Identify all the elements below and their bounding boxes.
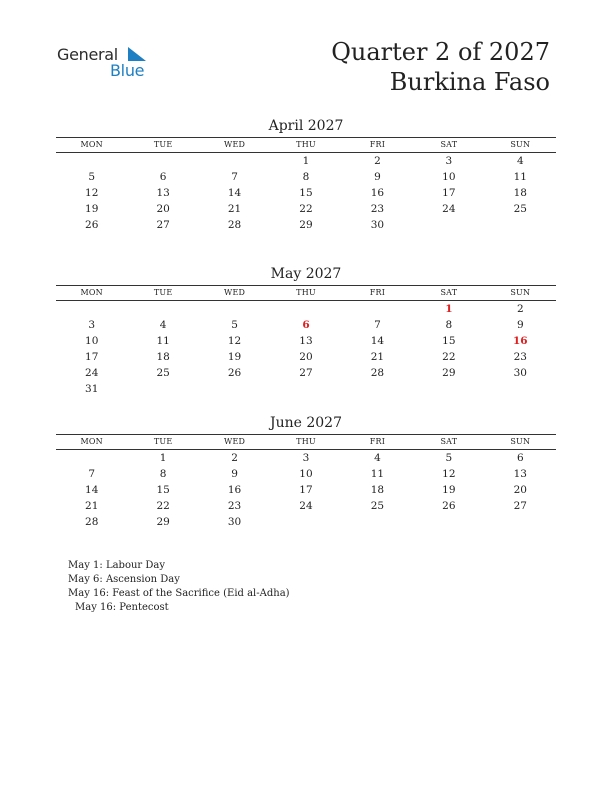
day-cell: 6 xyxy=(159,171,167,183)
weekday-label: THU xyxy=(296,288,316,297)
day-cell: 6 xyxy=(516,452,524,464)
day-cell: 10 xyxy=(299,468,313,480)
day-grid xyxy=(56,301,556,397)
day-cell: 18 xyxy=(156,351,170,363)
empty-day-cell xyxy=(270,301,341,317)
day-cell: 21 xyxy=(227,203,242,215)
empty-day-cell xyxy=(485,514,556,530)
weekday-label: SAT xyxy=(440,140,458,149)
weekday-label: TUE xyxy=(153,140,173,149)
day-cell: 21 xyxy=(370,351,385,363)
day-grid xyxy=(56,153,556,233)
day-cell: 10 xyxy=(85,335,99,347)
empty-day-cell xyxy=(199,153,270,169)
day-cell: 4 xyxy=(374,452,381,464)
month-title: May 2027 xyxy=(270,266,342,282)
empty-day-cell xyxy=(342,381,413,397)
day-cell: 30 xyxy=(370,219,385,231)
day-grid xyxy=(56,450,556,530)
day-cell: 7 xyxy=(88,468,96,480)
day-cell: 23 xyxy=(370,203,385,215)
weekday-label: TUE xyxy=(153,288,173,297)
day-cell: 18 xyxy=(513,187,527,199)
day-cell: 20 xyxy=(299,351,313,363)
weekday-label: FRI xyxy=(369,140,386,149)
weekday-label: THU xyxy=(296,437,316,446)
month-title: June 2027 xyxy=(269,415,342,431)
day-cell: 29 xyxy=(156,516,170,528)
generalblue-logo xyxy=(57,42,157,82)
holiday-day-cell: 1 xyxy=(445,303,453,315)
day-cell: 28 xyxy=(227,219,242,231)
day-cell: 1 xyxy=(159,452,167,464)
holiday-day-cell: 6 xyxy=(302,319,310,331)
empty-day-cell xyxy=(413,217,484,233)
page-title xyxy=(331,37,550,97)
day-cell: 24 xyxy=(85,367,99,379)
day-cell: 15 xyxy=(442,335,456,347)
day-cell: 2 xyxy=(516,303,524,315)
day-cell: 11 xyxy=(370,468,385,480)
empty-day-cell xyxy=(485,217,556,233)
day-cell: 24 xyxy=(442,203,456,215)
empty-day-cell xyxy=(342,301,413,317)
weekday-label: THU xyxy=(296,140,316,149)
weekday-header xyxy=(56,434,556,450)
day-cell: 24 xyxy=(299,500,313,512)
day-cell: 16 xyxy=(370,187,385,199)
empty-day-cell xyxy=(413,514,484,530)
day-cell: 13 xyxy=(513,468,527,480)
day-cell: 5 xyxy=(445,452,453,464)
weekday-label: MON xyxy=(80,437,103,446)
logo-text-blue: Blue xyxy=(110,61,145,80)
day-cell: 10 xyxy=(442,171,456,183)
day-cell: 20 xyxy=(513,484,527,496)
day-cell: 11 xyxy=(156,335,170,347)
day-cell: 25 xyxy=(513,203,527,215)
day-cell: 26 xyxy=(442,500,456,512)
day-cell: 13 xyxy=(156,187,170,199)
day-cell: 13 xyxy=(299,335,313,347)
holiday-day-cell: 16 xyxy=(512,335,528,347)
empty-day-cell xyxy=(199,381,270,397)
weekday-label: MON xyxy=(80,288,103,297)
holiday-notes xyxy=(68,559,290,615)
day-cell: 7 xyxy=(374,319,381,331)
day-cell: 23 xyxy=(513,351,527,363)
day-cell: 15 xyxy=(156,484,170,496)
month-may xyxy=(56,265,556,397)
day-cell: 8 xyxy=(159,468,167,480)
day-cell: 8 xyxy=(445,319,453,331)
day-cell: 4 xyxy=(159,319,167,331)
holiday-note: May 1: Labour Day xyxy=(68,560,165,571)
weekday-label: FRI xyxy=(369,437,386,446)
weekday-label: SUN xyxy=(510,140,531,149)
day-cell: 22 xyxy=(156,500,170,512)
day-cell: 19 xyxy=(442,484,456,496)
day-cell: 19 xyxy=(85,203,99,215)
day-cell: 2 xyxy=(374,155,381,167)
empty-day-cell xyxy=(56,301,127,317)
empty-day-cell xyxy=(413,381,484,397)
day-cell: 2 xyxy=(231,452,238,464)
day-cell: 7 xyxy=(231,171,238,183)
title-country: Burkina Faso xyxy=(389,68,550,96)
day-cell: 25 xyxy=(156,367,170,379)
day-cell: 4 xyxy=(516,155,524,167)
day-cell: 9 xyxy=(374,171,381,183)
day-cell: 12 xyxy=(227,335,242,347)
day-cell: 20 xyxy=(156,203,170,215)
day-cell: 25 xyxy=(370,500,385,512)
day-cell: 14 xyxy=(227,187,242,199)
weekday-label: SUN xyxy=(510,437,531,446)
day-cell: 3 xyxy=(302,452,310,464)
day-cell: 12 xyxy=(442,468,456,480)
day-cell: 3 xyxy=(88,319,96,331)
weekday-label: MON xyxy=(80,140,103,149)
day-cell: 21 xyxy=(85,500,99,512)
holiday-note: May 6: Ascension Day xyxy=(68,574,180,585)
weekday-header xyxy=(56,137,556,153)
day-cell: 28 xyxy=(370,367,385,379)
day-cell: 29 xyxy=(442,367,456,379)
day-cell: 14 xyxy=(370,335,385,347)
day-cell: 30 xyxy=(227,516,242,528)
day-cell: 26 xyxy=(85,219,99,231)
empty-day-cell xyxy=(199,301,270,317)
empty-day-cell xyxy=(270,381,341,397)
weekday-label: WED xyxy=(224,437,246,446)
month-june xyxy=(56,414,556,530)
weekday-label: WED xyxy=(224,140,246,149)
day-cell: 12 xyxy=(85,187,99,199)
empty-day-cell xyxy=(56,153,127,169)
weekday-label: WED xyxy=(224,288,246,297)
month-april xyxy=(56,117,556,233)
empty-day-cell xyxy=(270,514,341,530)
day-cell: 16 xyxy=(227,484,242,496)
day-cell: 27 xyxy=(299,367,313,379)
holiday-note: May 16: Pentecost xyxy=(75,602,169,613)
month-title: April 2027 xyxy=(268,118,344,134)
day-cell: 17 xyxy=(85,351,99,363)
day-cell: 8 xyxy=(302,171,310,183)
day-cell: 22 xyxy=(442,351,456,363)
day-cell: 27 xyxy=(156,219,170,231)
day-cell: 27 xyxy=(513,500,527,512)
day-cell: 17 xyxy=(442,187,456,199)
day-cell: 9 xyxy=(231,468,238,480)
weekday-label: FRI xyxy=(369,288,386,297)
weekday-label: SUN xyxy=(510,288,531,297)
day-cell: 14 xyxy=(85,484,99,496)
weekday-label: SAT xyxy=(440,288,458,297)
day-cell: 26 xyxy=(227,367,242,379)
day-cell: 3 xyxy=(445,155,453,167)
empty-day-cell xyxy=(127,153,198,169)
day-cell: 11 xyxy=(513,171,527,183)
day-cell: 18 xyxy=(370,484,385,496)
holiday-note: May 16: Feast of the Sacrifice (Eid al-Adha) xyxy=(68,588,290,599)
day-cell: 9 xyxy=(516,319,524,331)
day-cell: 15 xyxy=(299,187,313,199)
logo-text-general: General xyxy=(57,45,118,64)
day-cell: 23 xyxy=(227,500,242,512)
day-cell: 19 xyxy=(227,351,242,363)
empty-day-cell xyxy=(127,381,198,397)
empty-day-cell xyxy=(56,450,127,466)
day-cell: 29 xyxy=(299,219,313,231)
weekday-header xyxy=(56,285,556,301)
day-cell: 30 xyxy=(513,367,527,379)
day-cell: 22 xyxy=(299,203,313,215)
empty-day-cell xyxy=(127,301,198,317)
empty-day-cell xyxy=(485,381,556,397)
weekday-label: TUE xyxy=(153,437,173,446)
day-cell: 5 xyxy=(88,171,96,183)
title-quarter: Quarter 2 of 2027 xyxy=(331,38,550,66)
day-cell: 1 xyxy=(302,155,310,167)
day-cell: 17 xyxy=(299,484,313,496)
day-cell: 5 xyxy=(231,319,238,331)
empty-day-cell xyxy=(342,514,413,530)
day-cell: 31 xyxy=(85,383,99,395)
weekday-label: SAT xyxy=(440,437,458,446)
day-cell: 28 xyxy=(85,516,99,528)
